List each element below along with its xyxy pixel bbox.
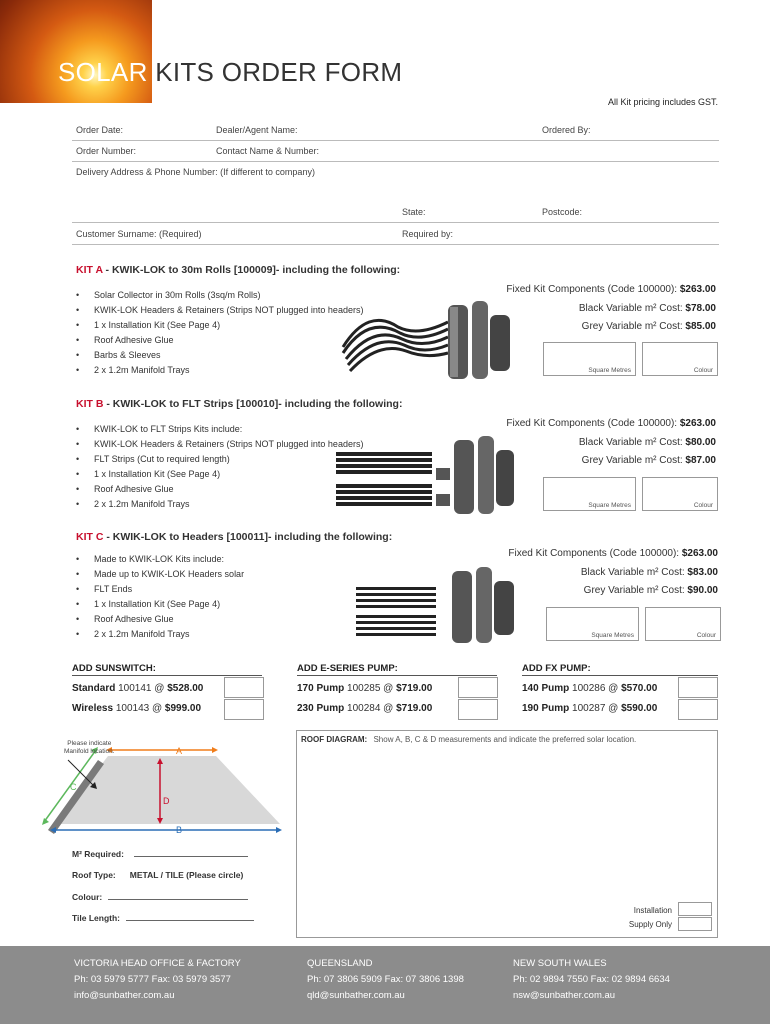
kit-b-id: KIT B xyxy=(76,398,104,410)
manifold-note xyxy=(64,740,115,756)
page-title xyxy=(58,57,402,88)
kit-b-heading-text: - KWIK-LOK to FLT Strips [100010]- including the following: xyxy=(103,398,403,410)
roof-type-options: METAL / TILE (Please circle) xyxy=(129,870,244,880)
installation-label: Installation xyxy=(633,906,672,915)
list-item: • FLT Strips (Cut to required length) xyxy=(76,452,363,467)
dealer-name-field[interactable]: Dealer/Agent Name: xyxy=(216,125,298,135)
e-series-230-row xyxy=(297,703,432,714)
grey-label: Grey Variable m² Cost: xyxy=(581,455,686,466)
list-item: • Roof Adhesive Glue xyxy=(76,333,363,348)
fixed-price: $263.00 xyxy=(679,418,716,429)
item-price: $999.00 xyxy=(164,703,202,714)
colour-field[interactable] xyxy=(72,891,248,902)
black-price: $80.00 xyxy=(685,436,716,448)
kit-a-prices xyxy=(436,281,716,337)
sqm-label: Square Metres xyxy=(591,632,634,639)
label-a: A xyxy=(176,746,183,756)
colour-label: Colour xyxy=(693,367,713,374)
roof-type-field[interactable] xyxy=(72,870,243,880)
list-item: • KWIK-LOK to FLT Strips Kits include: xyxy=(76,422,363,437)
footer-queensland xyxy=(307,956,464,1004)
required-by-field[interactable]: Required by: xyxy=(402,229,454,239)
list-item: • 1 x Installation Kit (See Page 4) xyxy=(76,597,244,612)
divider xyxy=(72,161,719,162)
item-price: $719.00 xyxy=(396,683,433,694)
roof-diagram-caption xyxy=(301,735,636,744)
list-item: • KWIK-LOK Headers & Retainers (Strips NOT plugged into headers) xyxy=(76,437,363,452)
e-series-pump-heading: ADD E-SERIES PUMP: xyxy=(297,663,398,674)
grey-price: $90.00 xyxy=(687,585,718,596)
item-name: Standard xyxy=(72,683,116,694)
sqm-label: Square Metres xyxy=(588,367,631,374)
colour-label: Colour xyxy=(696,632,716,639)
kit-a-square-metres-input[interactable] xyxy=(543,342,636,376)
item-price: $590.00 xyxy=(621,703,658,714)
e-series-170-row xyxy=(297,683,432,694)
manifold-note-line1: Please indicate xyxy=(67,740,112,747)
divider xyxy=(72,244,719,245)
list-item: • KWIK-LOK Headers & Retainers (Strips NOT plugged into headers) xyxy=(76,303,363,318)
list-item: • Barbs & Sleeves xyxy=(76,348,363,363)
supply-only-label: Supply Only xyxy=(628,920,672,929)
black-price: $78.00 xyxy=(685,302,716,314)
ordered-by-field[interactable]: Ordered By: xyxy=(542,125,591,135)
footer-nsw xyxy=(513,956,670,1004)
divider xyxy=(72,222,719,223)
footer-email[interactable]: nsw@sunbather.com.au xyxy=(513,990,616,1001)
colour-label: Colour: xyxy=(72,892,103,902)
kit-b-colour-input[interactable] xyxy=(642,477,718,511)
kit-c-items xyxy=(76,552,244,642)
item-code: 100286 @ xyxy=(569,683,622,694)
fx-190-qty-input[interactable] xyxy=(678,699,718,720)
item-code: 100287 @ xyxy=(569,703,622,714)
item-code: 100141 @ xyxy=(115,683,168,694)
list-item: • Made to KWIK-LOK Kits include: xyxy=(76,552,244,567)
tile-length-label: Tile Length: xyxy=(72,913,121,923)
kit-a-id: KIT A xyxy=(76,264,103,276)
fx-140-qty-input[interactable] xyxy=(678,677,718,698)
installation-options xyxy=(610,904,672,932)
fixed-price: $263.00 xyxy=(679,284,716,295)
item-name: 230 Pump xyxy=(297,703,345,714)
contact-field[interactable]: Contact Name & Number: xyxy=(216,146,320,156)
tile-length-field[interactable] xyxy=(72,912,254,923)
item-code: 100143 @ xyxy=(113,703,165,714)
footer-phone: Ph: 02 9894 7550 Fax: 02 9894 6634 xyxy=(513,974,670,985)
colour-label: Colour xyxy=(693,502,713,509)
sunswitch-standard-row xyxy=(72,683,203,694)
title-rest: KITS ORDER FORM xyxy=(155,57,403,87)
footer-title: QUEENSLAND xyxy=(307,958,373,969)
e-series-230-qty-input[interactable] xyxy=(458,699,498,720)
kit-a-items xyxy=(76,288,363,378)
sqm-label: Square Metres xyxy=(588,502,631,509)
grey-label: Grey Variable m² Cost: xyxy=(583,585,688,596)
item-price: $719.00 xyxy=(396,703,433,714)
grey-price: $85.00 xyxy=(685,321,716,332)
label-d: D xyxy=(163,796,170,806)
item-code: 100285 @ xyxy=(344,683,397,694)
black-label: Black Variable m² Cost: xyxy=(580,566,688,578)
footer-email[interactable]: qld@sunbather.com.au xyxy=(307,990,405,1001)
kit-b-items xyxy=(76,422,363,512)
list-item: • 1 x Installation Kit (See Page 4) xyxy=(76,467,363,482)
e-series-170-qty-input[interactable] xyxy=(458,677,498,698)
m2-label: M² Required: xyxy=(72,849,124,859)
roof-type-label: Roof Type: xyxy=(72,870,116,880)
item-code: 100284 @ xyxy=(344,703,397,714)
sunswitch-wireless-qty-input[interactable] xyxy=(224,699,264,720)
grey-price: $87.00 xyxy=(685,455,716,466)
fx-pump-heading: ADD FX PUMP: xyxy=(522,663,591,674)
customer-surname-field[interactable]: Customer Surname: (Required) xyxy=(76,229,202,239)
kit-c-prices xyxy=(438,545,718,601)
roof-diagram-instruction: Show A, B, C & D measurements and indicate the preferred solar location. xyxy=(373,735,637,744)
footer-phone: Ph: 03 5979 5777 Fax: 03 5979 3577 xyxy=(74,974,231,985)
list-item: • Roof Adhesive Glue xyxy=(76,482,363,497)
list-item: • FLT Ends xyxy=(76,582,244,597)
fixed-label: Fixed Kit Components (Code 100000): xyxy=(506,284,680,295)
list-item: • Made up to KWIK-LOK Headers solar xyxy=(76,567,244,582)
kit-c-id: KIT C xyxy=(76,531,104,543)
divider xyxy=(297,675,497,676)
black-label: Black Variable m² Cost: xyxy=(578,302,686,314)
fixed-price: $263.00 xyxy=(681,548,718,559)
grey-label: Grey Variable m² Cost: xyxy=(581,321,686,332)
sunswitch-heading: ADD SUNSWITCH: xyxy=(72,663,156,674)
kit-b-heading xyxy=(76,398,402,410)
item-price: $570.00 xyxy=(621,683,658,694)
installation-checkbox[interactable] xyxy=(678,902,712,916)
divider xyxy=(522,675,718,676)
fx-140-row xyxy=(522,683,657,694)
title-word-solar: SOLAR xyxy=(58,57,148,87)
footer-title: NEW SOUTH WALES xyxy=(513,958,607,969)
item-name: Wireless xyxy=(72,703,114,714)
kit-c-heading xyxy=(76,531,392,543)
postcode-field[interactable]: Postcode: xyxy=(542,207,583,217)
divider xyxy=(72,675,262,676)
black-label: Black Variable m² Cost: xyxy=(578,436,686,448)
label-c: C xyxy=(70,782,77,792)
kit-a-colour-input[interactable] xyxy=(642,342,718,376)
list-item: • Roof Adhesive Glue xyxy=(76,612,244,627)
fixed-label: Fixed Kit Components (Code 100000): xyxy=(508,548,682,559)
fixed-label: Fixed Kit Components (Code 100000): xyxy=(506,418,680,429)
kit-a-heading xyxy=(76,264,400,276)
kit-c-heading-text: - KWIK-LOK to Headers [100011]- including the following: xyxy=(103,531,393,543)
item-name: 140 Pump xyxy=(522,683,570,694)
list-item: • 2 x 1.2m Manifold Trays xyxy=(76,363,363,378)
m2-required-field[interactable] xyxy=(72,848,248,859)
item-price: $528.00 xyxy=(167,683,204,694)
footer-phone: Ph: 07 3806 5909 Fax: 07 3806 1398 xyxy=(307,974,464,985)
manifold-note-line2: Manifold location. xyxy=(64,748,115,755)
footer xyxy=(0,946,770,1024)
list-item: • Solar Collector in 30m Rolls (3sq/m Rolls) xyxy=(76,288,363,303)
order-date-field[interactable]: Order Date: xyxy=(76,125,124,135)
kit-c-square-metres-input[interactable] xyxy=(546,607,639,641)
sunswitch-standard-qty-input[interactable] xyxy=(224,677,264,698)
list-item: • 2 x 1.2m Manifold Trays xyxy=(76,627,244,642)
item-name: 190 Pump xyxy=(522,703,570,714)
state-field[interactable]: State: xyxy=(402,207,426,217)
gst-note: All Kit pricing includes GST. xyxy=(607,97,718,107)
footer-victoria xyxy=(74,956,241,1004)
list-item: • 1 x Installation Kit (See Page 4) xyxy=(76,318,363,333)
supply-only-checkbox[interactable] xyxy=(678,917,712,931)
list-item: • 2 x 1.2m Manifold Trays xyxy=(76,497,363,512)
kit-b-prices xyxy=(436,415,716,471)
footer-title: VICTORIA HEAD OFFICE & FACTORY xyxy=(74,958,241,969)
footer-email[interactable]: info@sunbather.com.au xyxy=(74,990,175,1001)
delivery-address-field[interactable]: Delivery Address & Phone Number: (If different to company) xyxy=(76,167,315,177)
black-price: $83.00 xyxy=(687,566,718,578)
label-b: B xyxy=(176,825,183,835)
kit-a-heading-text: - KWIK-LOK to 30m Rolls [100009]- including the following: xyxy=(102,264,401,276)
sunswitch-wireless-row xyxy=(72,703,201,714)
roof-diagram-label: ROOF DIAGRAM: xyxy=(301,735,368,744)
kit-b-square-metres-input[interactable] xyxy=(543,477,636,511)
kit-c-colour-input[interactable] xyxy=(645,607,721,641)
item-name: 170 Pump xyxy=(297,683,345,694)
fx-190-row xyxy=(522,703,657,714)
divider xyxy=(72,140,719,141)
order-number-field[interactable]: Order Number: xyxy=(76,146,137,156)
